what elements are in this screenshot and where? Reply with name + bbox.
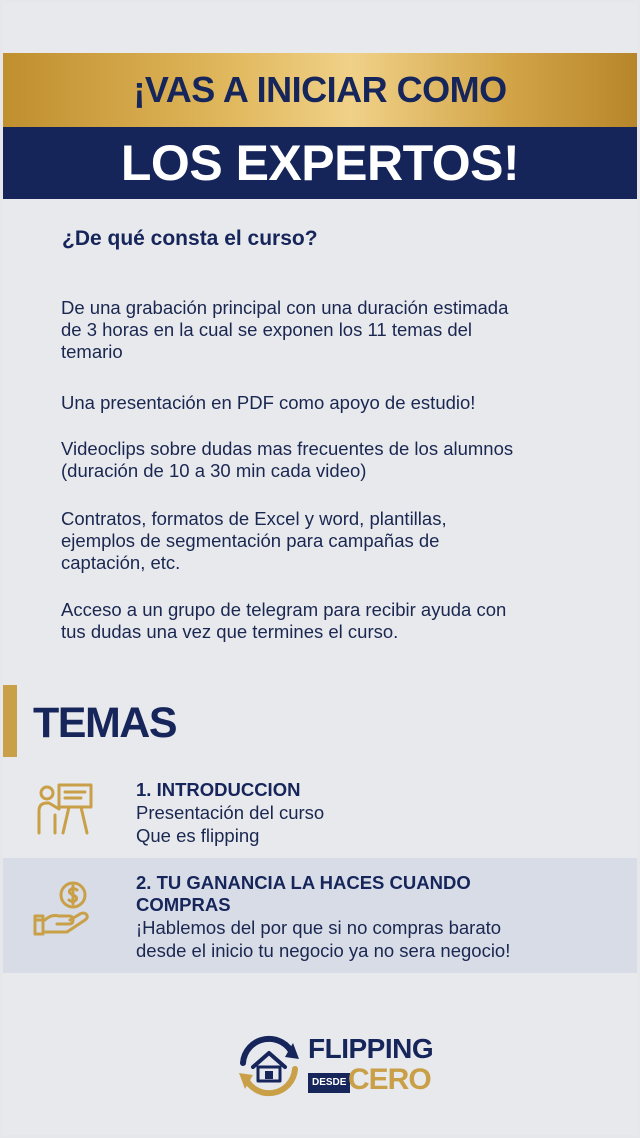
paragraph-line: (duración de 10 a 30 min cada video) [61,460,367,481]
paragraph-line: Acceso a un grupo de telegram para recibir ayuda con [61,599,507,620]
hand-coin-icon [33,880,97,936]
paragraph-line: De una grabación principal con una duración estimada [61,297,509,318]
logo-word-flipping: FLIPPING [308,1033,434,1064]
paragraph-line: ejemplos de segmentación para campañas de [61,530,440,551]
paragraph-recording [61,297,581,363]
topic-title-2b: COMPRAS [136,894,231,915]
page [3,3,637,1135]
paragraph-line: de 3 horas en la cual se exponen los 11 temas del [61,319,473,340]
topic-line: Que es flipping [136,825,260,846]
paragraph-telegram [61,599,581,643]
paragraph-line: tus dudas una vez que termines el curso. [61,621,399,642]
topic-line: ¡Hablemos del por que si no compras barato [136,917,502,938]
header-gold-banner [3,53,637,127]
topic-item-1 [3,773,637,857]
paragraph-line: captación, etc. [61,552,181,573]
topic-line: desde el inicio tu negocio ya no sera negocio! [136,940,511,961]
course-question: ¿De qué consta el curso? [62,227,318,250]
temas-title: TEMAS [33,699,176,747]
paragraph-line: Videoclips sobre dudas mas frecuentes de los alumnos [61,438,514,459]
topic-line: Presentación del curso [136,802,325,823]
temas-accent-bar [3,685,17,757]
paragraph-line: temario [61,341,123,362]
paragraph-pdf [61,392,581,414]
paragraph-videoclips [61,438,581,482]
topic-title-1: 1. INTRODUCCION [136,779,301,800]
topic-text-1 [136,779,606,847]
header-navy-banner [3,127,637,199]
header-line-1: ¡VAS A INICIAR COMO [133,69,507,110]
topic-title-2a: 2. TU GANANCIA LA HACES CUANDO [136,872,471,893]
paragraph-contracts [61,508,581,574]
topic-item-2 [3,858,637,973]
presenter-board-icon [33,781,97,837]
paragraph-line: Contratos, formatos de Excel y word, plantillas, [61,508,447,529]
header-line-2: LOS EXPERTOS! [120,135,520,191]
flipping-desde-cero-logo [233,1029,434,1101]
logo-word-desde: DESDE [308,1073,350,1093]
house-arrows-icon [233,1029,305,1101]
paragraph-line: Una presentación en PDF como apoyo de estudio! [61,392,476,413]
topic-text-2 [136,872,606,962]
logo-word-cero: CERO [348,1063,431,1096]
